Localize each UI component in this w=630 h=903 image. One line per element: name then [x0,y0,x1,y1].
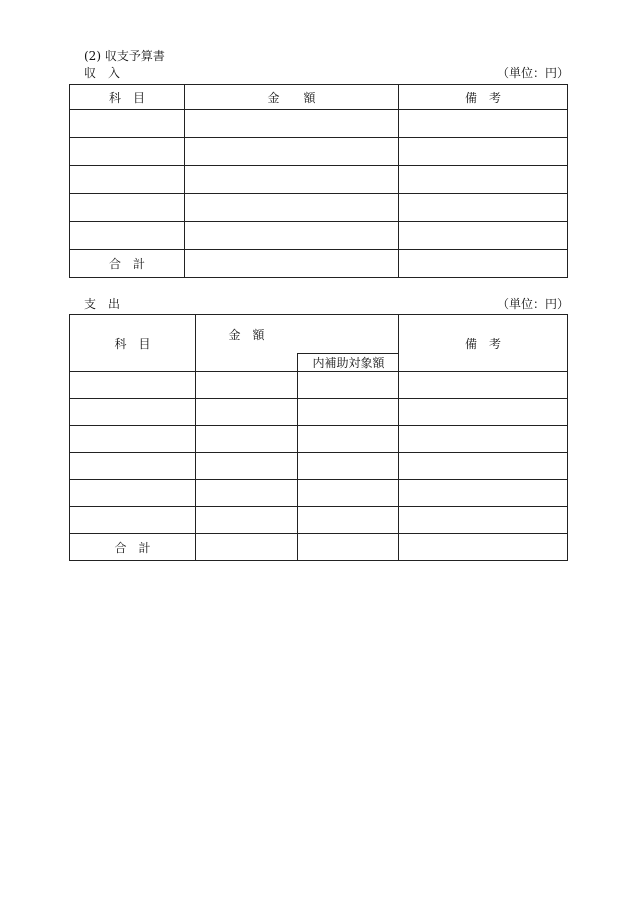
expense-table [69,314,568,561]
expense-total-amount-cell[interactable] [196,534,298,561]
expense-header-row [70,315,568,372]
expense-amount-cell[interactable] [196,480,298,507]
expense-subject-cell[interactable] [70,453,196,480]
income-total-remarks-cell[interactable] [399,250,568,278]
expense-subsidy-cell[interactable] [298,426,399,453]
expense-remarks-cell[interactable] [399,480,568,507]
expense-remarks-cell[interactable] [399,399,568,426]
income-amount-cell[interactable] [185,194,399,222]
expense-unit-label: （単位：円） [497,297,570,311]
expense-remarks-cell[interactable] [399,507,568,534]
income-remarks-cell[interactable] [399,110,568,138]
table-row [70,138,568,166]
expense-subsidy-cell[interactable] [298,372,399,399]
expense-subsidy-cell[interactable] [298,480,399,507]
expense-subsidy-cell[interactable] [298,507,399,534]
income-subject-cell[interactable] [70,138,185,166]
table-row [70,426,568,453]
expense-col-subsidy-target: 内補助対象額 [297,353,399,372]
expense-total-subsidy-cell[interactable] [298,534,399,561]
income-heading: 収 入 [84,66,121,80]
income-amount-cell[interactable] [185,110,399,138]
expense-col-subject: 科 目 [70,315,196,372]
expense-amount-cell[interactable] [196,453,298,480]
income-total-amount-cell[interactable] [185,250,399,278]
expense-subject-cell[interactable] [70,399,196,426]
income-amount-cell[interactable] [185,138,399,166]
income-total-label: 合 計 [70,250,185,278]
income-unit-label: （単位：円） [497,66,570,80]
expense-amount-cell[interactable] [196,372,298,399]
expense-subsidy-cell[interactable] [298,453,399,480]
expense-subject-cell[interactable] [70,507,196,534]
income-amount-cell[interactable] [185,222,399,250]
income-amount-cell[interactable] [185,166,399,194]
income-remarks-cell[interactable] [399,194,568,222]
expense-col-remarks: 備 考 [399,315,568,372]
expense-subject-cell[interactable] [70,372,196,399]
income-remarks-cell[interactable] [399,138,568,166]
expense-amount-cell[interactable] [196,399,298,426]
table-row [70,480,568,507]
income-remarks-cell[interactable] [399,166,568,194]
expense-total-row [70,534,568,561]
section-title: (2) 収支予算書 [84,49,165,63]
income-header-row [70,85,568,110]
expense-remarks-cell[interactable] [399,453,568,480]
income-subject-cell[interactable] [70,194,185,222]
expense-total-remarks-cell[interactable] [399,534,568,561]
table-row [70,453,568,480]
expense-subject-cell[interactable] [70,480,196,507]
expense-heading: 支 出 [84,297,121,311]
expense-remarks-cell[interactable] [399,372,568,399]
expense-amount-cell[interactable] [196,426,298,453]
income-subject-cell[interactable] [70,166,185,194]
expense-amount-cell[interactable] [196,507,298,534]
income-subject-cell[interactable] [70,222,185,250]
table-row [70,222,568,250]
income-subject-cell[interactable] [70,110,185,138]
expense-col-amount: 金 額 [228,328,265,342]
income-total-row [70,250,568,278]
income-table [69,84,568,278]
table-row [70,507,568,534]
table-row [70,399,568,426]
income-col-amount: 金 額 [185,85,399,110]
income-remarks-cell[interactable] [399,222,568,250]
expense-subsidy-cell[interactable] [298,399,399,426]
table-row [70,372,568,399]
table-row [70,110,568,138]
expense-total-label: 合 計 [70,534,196,561]
income-col-subject: 科 目 [70,85,185,110]
table-row [70,194,568,222]
expense-col-amount-group [196,315,399,372]
expense-remarks-cell[interactable] [399,426,568,453]
table-row [70,166,568,194]
expense-subject-cell[interactable] [70,426,196,453]
income-col-remarks: 備 考 [399,85,568,110]
